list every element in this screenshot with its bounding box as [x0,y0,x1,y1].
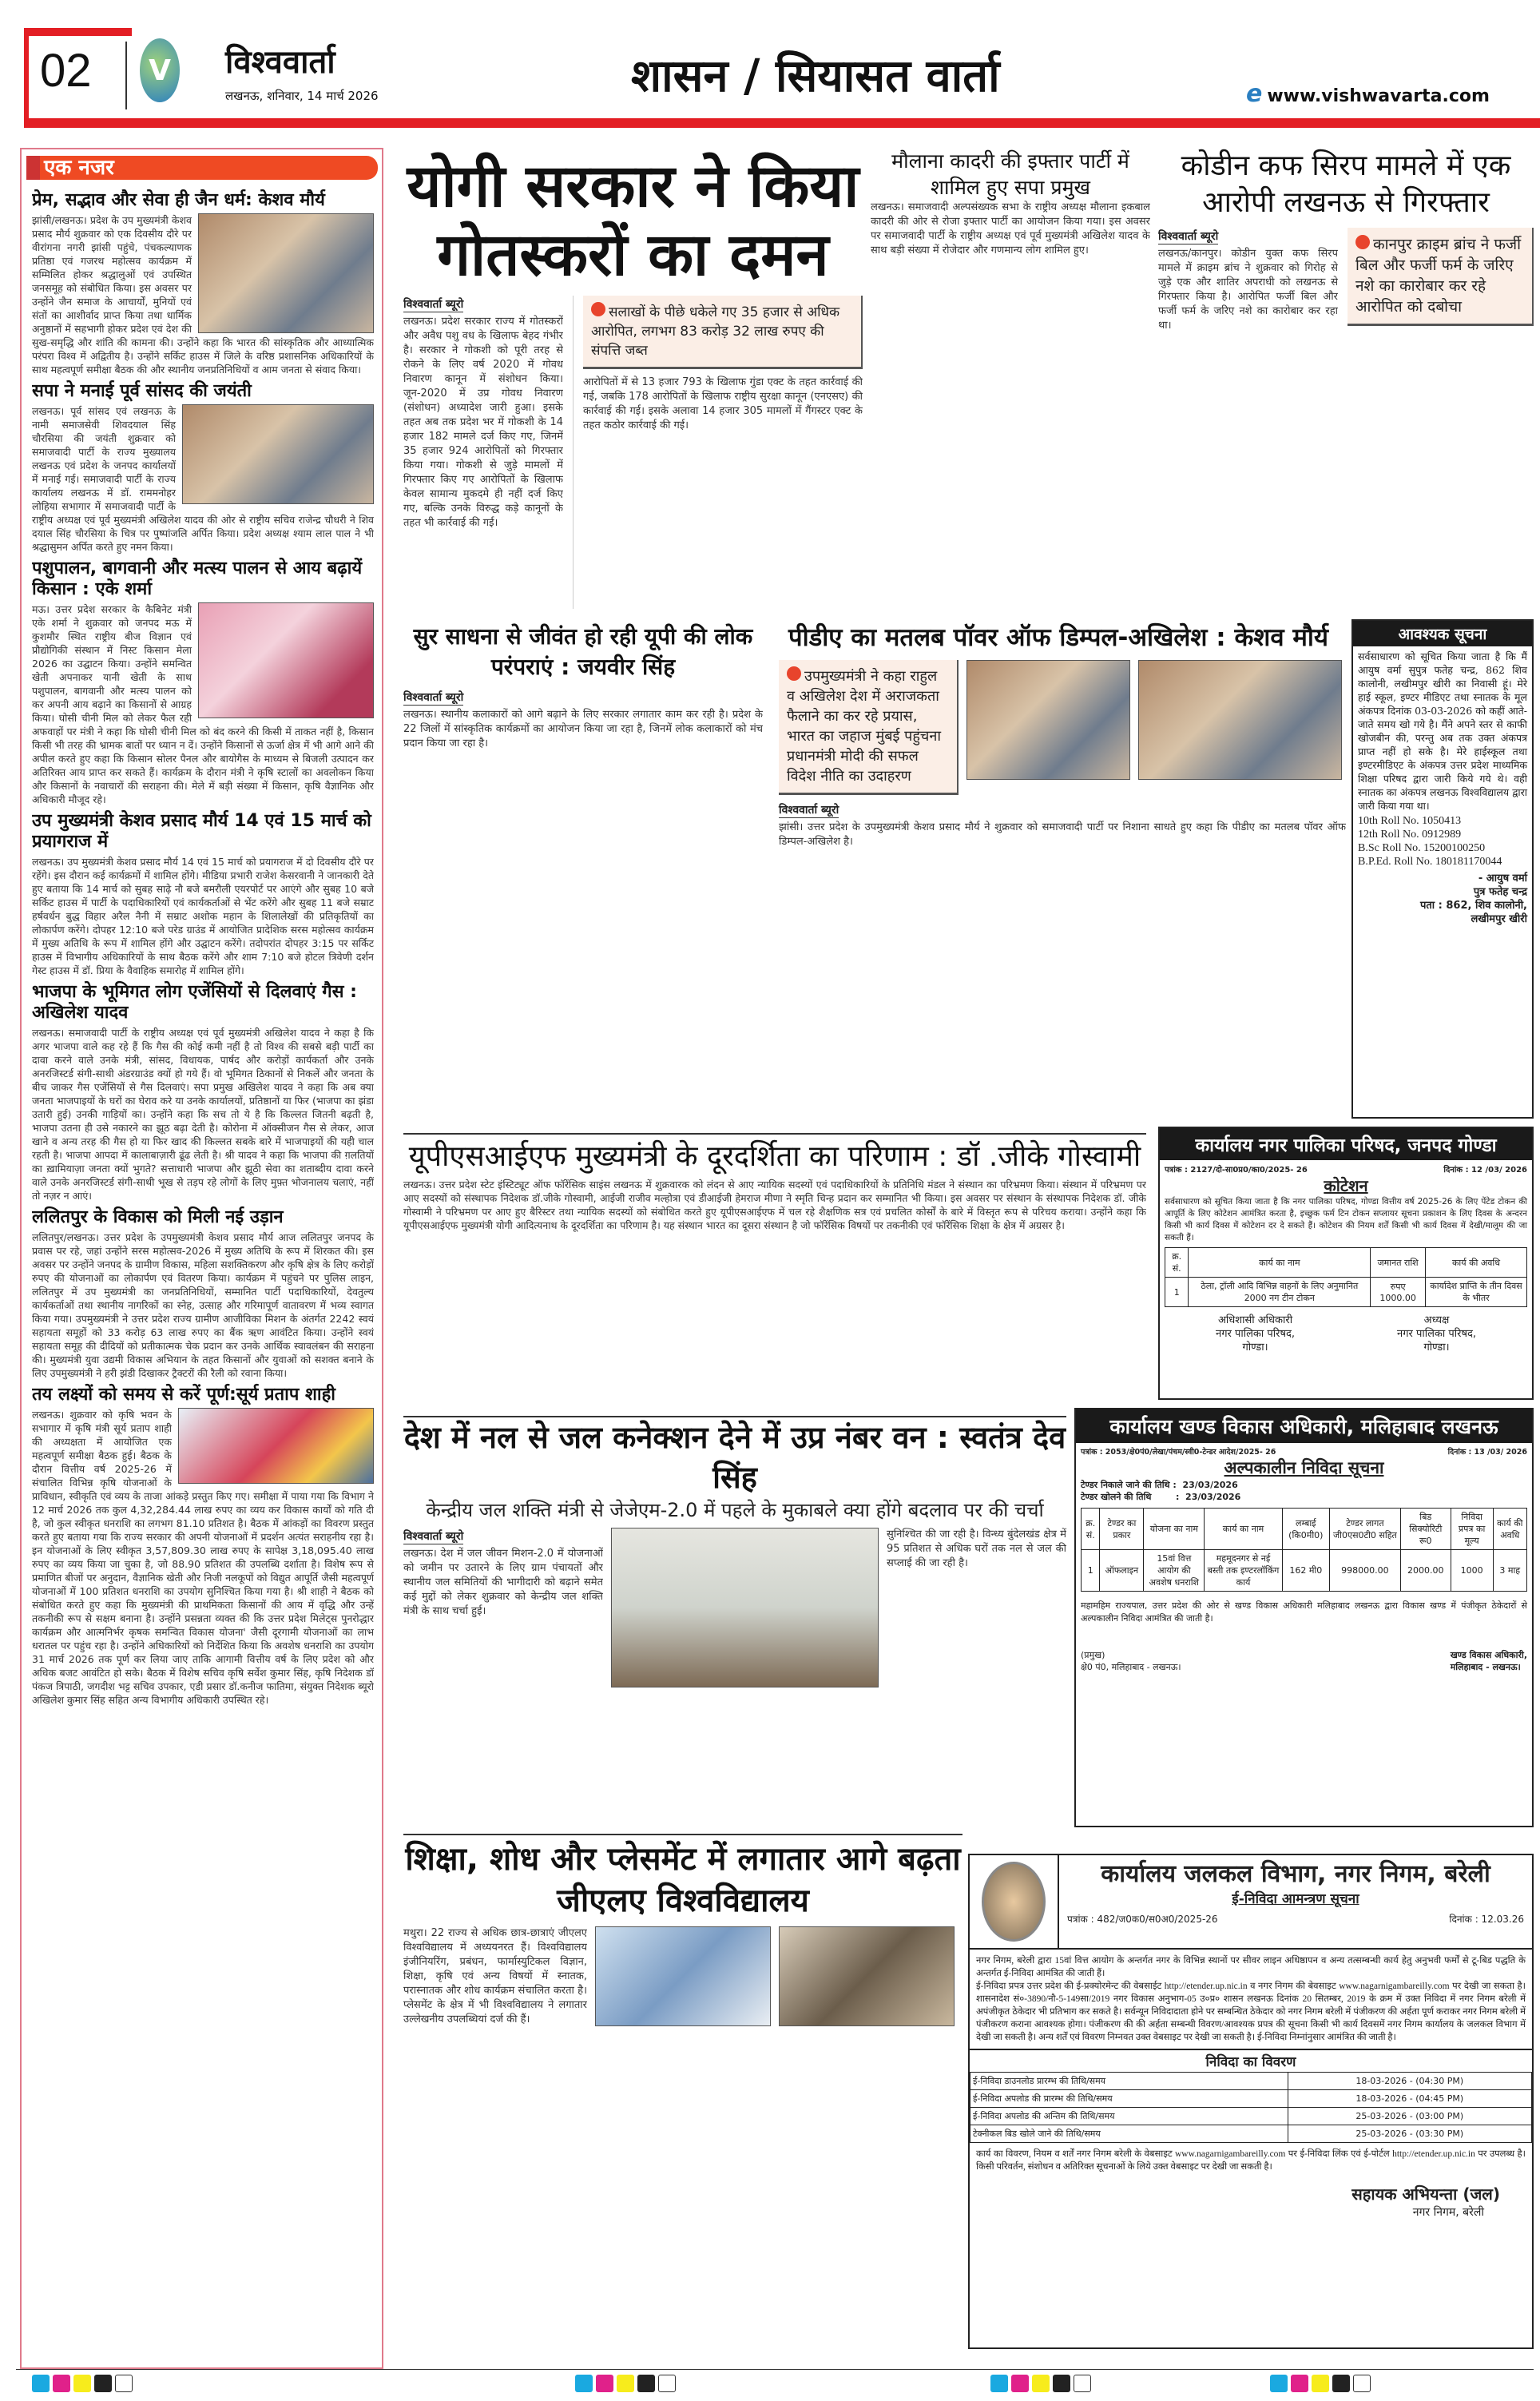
lead-article-col1 [403,296,563,609]
ad-body: महामहिम राज्यपाल, उत्तर प्रदेश की ओर से खण्ड विकास अधिकारी मलिहाबाद लखनऊ द्वारा विकास खण्ड में पंजीकृत ठेकेदारों से अल्पकालीन निविदा आमंत्रित की जाती है। [1081,1600,1527,1624]
page-number: 02 [40,45,92,97]
cell: 15वां वित्त आयोग की अवशेष धनराशि [1144,1550,1205,1592]
brief-body: लखनऊ। उप मुख्यमंत्री केशव प्रसाद मौर्य 14 एवं 15 मार्च को प्रयागराज में दो दिवसीय दौरे पर रहेंगे। इस दौरान कई कार्यक्रमों में शामिल होंगे। मीडिया प्रभारी राजेश केसरवानी ने जानकारी देते हुए बताया कि 14 मार्च को सुबह साढ़े नौ बजे बमरौली एयरपोर्ट पर आएंगे और सुबह 10 बजे सर्किट हाउस में पार्टी के पदाधिकारियों एवं कार्यकर्ताओं से भेंट करेंगे और सुबह 11 बजे सम्राट हर्षवर्धन बुद्ध विहार अरैल नैनी में सम्राट अशोक महान के शिलालेखों की प्रतिकृतियों का लोकार्पण करेंगे। दोपहर 12:10 बजे परेड ग्राउंड में आयोजित प्रादेशिक सरस महोत्सव कार्यक्रम में मुख्य अतिथि के रूप में शामिल होंगे और उद्घाटन करेंगे। तदोपरांत दोपहर 3:15 पर सर्किट हाउस में विभागीय अधिकारियों के साथ बैठक करेंगे और शाम 7:10 बजे होटल त्रिवेणी दर्शन गेस्ट हाउस में डॉ. प्रिया के वैवाहिक समारोह में शामिल होंगे। [32,856,374,976]
lead-article-col2 [583,296,863,609]
article-body: लखनऊ। प्रदेश सरकार राज्य में गोतस्करों और अवैध पशु वध के खिलाफ बेहद गंभीर है। सरकार ने गोकशी को पूरी तरह से रोकने के लिए वर्ष 2020 में गोवध निवारण कानून में संशोधन किया। जून-2020 में उप्र गोवध निवारण (संशोधन) अध्यादेश जारी हुआ। इसके तहत अब तक प्रदेश भर में गोकशी के 14 हजार 182 मामले दर्ज किए गए, जिनमें 35 हजार 924 आरोपितों को गिरफ्तार किया गया। गोकशी से जुड़े मामलों में गिरफ्तार किए गए आरोपितों के खिलाफ केवल सामान्य मुकदमे ही नहीं दर्ज किए गए, बल्कि उनके विरुद्ध कड़े कानूनों के तहत भी कार्रवाई की गई। [403,316,563,529]
upsifs-article [403,1133,1146,1406]
cell: ई-निविदा डाउनलोड प्रारम्भ की तिथि/समय [970,2073,1288,2090]
gonda-quotation-ad [1158,1127,1534,1400]
headline: शिक्षा, शोध और प्लेसमेंट में लगातार आगे बढ़ता जीएलए विश्वविद्यालय [405,1841,961,1919]
th: कार्य का नाम [1189,1248,1371,1278]
brand-name: विश्ववार्ता [225,44,335,81]
sign-line: अध्यक्ष [1423,1314,1450,1326]
brief-headline: भाजपा के भूमिगत लोग एजेंसियों से दिलवाएं गैस : अखिलेश यादव [32,982,357,1023]
article-body: लखनऊ। समाजवादी अल्पसंख्यक सभा के राष्ट्रीय अध्यक्ष मौलाना इकबाल कादरी की ओर से रोजा इफ्तार पार्टी का आयोजन किया गया। इस अवसर पर समाजवादी पार्टी के राष्ट्रीय अध्यक्ष एवं पूर्व मुख्यमंत्री अखिलेश यादव के साथ बड़ी संख्या में रोजेदार और गणमान्य लोग शामिल हुए। [871,201,1150,256]
malihabad-tender-ad [1074,1408,1534,1827]
brief-body: लखनऊ। पूर्व सांसद एवं लखनऊ के नामी समाजसेवी शिवदयाल सिंह चौरसिया की जयंती शुक्रवार को समाजवादी पार्टी के राज्य मुख्यालय लखनऊ एवं प्रदेश के जनपद कार्यालयों में मनाई गई। समाजवादी पार्टी के राज्य कार्यालय लखनऊ में डॉ. राममनोहर लोहिया सभागार में समाजवादी पार्टी के राष्ट्रीय अध्यक्ष एवं पूर्व मुख्यमंत्री अखिलेश यादव की ओर से राष्ट्रीय सचिव राजेन्द्र चौधरी ने शिव दयाल सिंह चौरसिया के चित्र पर पुष्पांजलि अर्पित किया। प्रदेश अध्यक्ष श्याम लाल पाल ने भी श्रद्धासुमन अर्पित करते हुए नमन किया। [32,405,374,553]
th: योजना का नाम [1144,1509,1205,1550]
headline: कोडीन कफ सिरप मामले में एक आरोपी लखनऊ से गिरफ्तार [1181,149,1511,219]
article-body: आरोपितों में से 13 हजार 793 के खिलाफ गुंडा एक्ट के तहत कार्रवाई की गई, जबकि 178 आरोपितों के खिलाफ राष्ट्रीय सुरक्षा कानून (एनएसए) की कार्रवाई की गई। इसके अलावा 14 हजार 305 मामलों में गैंगस्टर एक्ट के तहत कठोर कार्रवाई की गई। [583,376,863,431]
brief-headline: ललितपुर के विकास को मिली नई उड़ान [32,1207,284,1227]
print-color-marks [32,2375,133,2394]
article-body: मथुरा। 22 राज्य से अधिक छात्र-छात्राएं जीएलए विश्वविद्यालय में अध्ययनरत हैं। विश्वविद्यालय इंजीनियरिंग, प्रबंधन, फार्मास्युटिकल विज्ञान, शिक्षा, कृषि एवं अन्य विषयों में स्नातक, परास्नातक और शोध कार्यक्रम संचालित करता है। प्लेसमेंट के क्षेत्र में भी विश्वविद्यालय ने लगातार उल्लेखनीय उपलब्धियां दर्ज की हैं। [403,1927,587,2025]
ad-title: कार्यालय खण्ड विकास अधिकारी, मलिहाबाद लखनऊ [1076,1409,1532,1443]
cell: 25-03-2026 - (03:30 PM) [1288,2125,1532,2143]
sign-line: गोण्डा। [1242,1342,1268,1354]
ref-number: पत्रांक : 2053/क्षे0पं0/लेखा/पंचम/स्वी0-टेन्डर आदेश/2025- 26 [1081,1448,1276,1457]
article-body: लखनऊ/कानपुर। कोडीन युक्त कफ सिरप मामले में क्राइम ब्रांच ने शुक्रवार को गिरोह से जुड़े एक और शातिर अपराधी को लखनऊ से गिरफ्तार किया है। आरोपित फर्जी बिल और फर्जी फर्म के जरिए नशे का कारोबार कर रहा था। [1158,248,1338,332]
cell: 3 माह [1493,1550,1526,1592]
brief-headline: प्रेम, सद्भाव और सेवा ही जैन धर्म: केशव मौर्य [32,190,325,210]
bullet-icon [1355,235,1370,249]
byline: विश्ववार्ता ब्यूरो [779,804,839,817]
table-row [970,2108,1532,2125]
table-row [970,2090,1532,2108]
ad-para: ई-निविदा प्रपत्र उत्तर प्रदेश की ई-प्रक्योरमेन्ट की वेबसाईट http://etender.up.nic.in व नगर निगम की बेवसाइट www.nagarnigambareilly.com पर देखी जा सकता है। शासनादेश सं०-3890/नौ-5-149सा/2019 नगर विकास अनुभाग-05 उ०प्र० शासन लखनऊ दिनांक 20 सितम्बर, 2019 के क्रम में उक्त निविदा में नगर निगम बरेली में अपंजीकृत ठेकेदार भी प्रतिभाग कर सकते है। सर्वन्यून निविदादाता होने पर सम्बन्धित ठेकेदार को नगर निगम बरेली में पंजीकरण की अर्हता पूर्ण कराकर नगर निगम बरेली में पंजीकरण कराना आवश्यक होगा। पंजीकरण की की अर्हता सम्बन्धी विवरण/आवश्यक प्रपत्र की सूचना किसी भी कार्य दिवसमें नगर निगम कार्यालय के जलकल विभाग में देखी जा सकती है। अन्य शर्तें एवं विवरण निम्नवत उक्त वेबसाइट पर देखी जा सकती है। ई-निविदा निम्नांनुसार आमंत्रित की जाती है। [976,1982,1526,2042]
print-color-marks [575,2375,676,2394]
brief-body: झांसी/लखनऊ। प्रदेश के उप मुख्यमंत्री केशव प्रसाद मौर्य शुक्रवार को एक दिवसीय दौरे पर वीरांगना नगरी झांसी पहुंचे, पंचकल्याणक प्रतिष्ठा एवं गजरथ महोत्सव कार्यक्रम में सम्मिलित होकर श्रद्धालुओं एवं उपस्थित जनसमूह को संबोधित किया। इस अवसर पर उन्होंने जैन समाज के आचार्यों, मुनियों एवं संतों का आशीर्वाद प्राप्त किया तथा धार्मिक अनुष्ठानों में सहभागी होकर प्रदेश एवं देश की सुख-समृद्धि और शांति की कामना की। उन्होंने कहा कि भारत की सांस्कृतिक और आध्यात्मिक परंपरा विश्व में अद्वितीय है। उन्होंने सर्किट हाउस में जिले के वरिष्ठ प्रशासनिक अधिकारियों के साथ महत्वपूर्ण समीक्षा बैठक की और स्थानीय जनप्रतिनिधियों व आम जनता से संवाद किया। [32,214,374,376]
website-link[interactable] [1246,80,1490,108]
article-body: लखनऊ। देश में जल जीवन मिशन-2.0 में योजनाओं को जमीन पर उतारने के लिए ग्राम पंचायतों और स्थानीय जल समितियों की भागीदारी को बढ़ाने समेत कई मुद्दों को लेकर शुक्रवार को केन्द्रीय जल शक्ति मंत्री के साथ चर्चा हुई। [403,1548,603,1617]
globe-logo-icon: V [140,38,180,102]
section-title: शासन / सियासत वार्ता [631,50,1000,102]
cell: कार्यादेश प्राप्ति के तीन दिवस के भीतर [1425,1278,1526,1307]
lead-article [403,152,863,609]
cell: 25-03-2026 - (03:00 PM) [1288,2108,1532,2125]
ref-number: पत्रांक : 2127/दो-सा0प्र0/का0/2025- 26 [1165,1166,1308,1175]
ad-ref-row [1165,1163,1527,1175]
jal-article [403,1416,1066,1825]
cell: ई-निविदा अपलोड की प्रारम्भ की तिथि/समय [970,2090,1288,2108]
byline: विश्ववार्ता ब्यूरो [403,691,464,704]
cell: 162 मी0 [1282,1550,1329,1592]
quotation-table [1165,1247,1527,1307]
byline: विश्ववार्ता ब्यूरो [1158,230,1219,243]
sign-line: नगर पालिका परिषद, [1396,1328,1477,1340]
ad-ref-row [1081,1446,1527,1457]
ad-signatures [1081,1649,1527,1673]
brief-article [32,1207,374,1380]
print-color-marks [990,2375,1091,2394]
th: कार्य की अवधि [1425,1248,1526,1278]
cell: 18-03-2026 - (04:45 PM) [1288,2090,1532,2108]
ek-nazar-label: एक नजर [26,156,378,180]
shiksha-article [403,1834,963,2365]
photo [1138,660,1342,780]
date-line: टेण्डर खोलने की तिथि : 23/03/2026 [1081,1492,1241,1502]
cell: टेक्नीकल बिड खोले जाने की तिथि/समय [970,2125,1288,2143]
tender-table [1081,1508,1527,1592]
brief-article [32,1385,374,1707]
sign-line: (प्रमुख) [1081,1650,1105,1660]
bullet-icon [591,302,605,316]
article-body: लखनऊ। स्थानीय कलाकारों को आगे बढ़ाने के लिए सरकार लगातार काम कर रही है। प्रदेश के 22 जिलों में सांस्कृतिक कार्यक्रमों का आयोजन किया जा रहा है, जिनमें लोक कलाकारों को मंच प्रदान किया जा रहा है। [403,709,763,749]
cell: 1000 [1451,1550,1493,1592]
photo [595,1926,771,2026]
brief-body: लखनऊ। शुक्रवार को कृषि भवन के सभागार में कृषि मंत्री सूर्य प्रताप शाही की अध्यक्षता में आयोजित एक महत्वपूर्ण समीक्षा बैठक हुई। बैठक के दौरान वित्तीय वर्ष 2025-26 में संचालित विभिन्न कृषि योजनाओं के प्राविधान, स्वीकृति एवं व्यय के ताजा आंकड़े प्रस्तुत किए गए। समीक्षा में पाया गया कि विभाग ने 12 मार्च 2026 तक कुल 4,32,284.44 लाख रुपए का व्यय कर विकास कार्यों को गति दी है, जो कुल स्वीकृत धनराशि का लगभग 81.10 प्रतिशत है। बैठक में आंकड़ों का विवरण प्रस्तुत करते हुए बताया गया कि राज्य सरकार की अपनी योजनाओं में प्रदर्शन अत्यंत सराहनीय रहा है। इन योजनाओं के लिए स्वीकृत 3,57,809.30 लाख रुपए के सापेक्ष 3,18,095.40 लाख रुपए का व्यय किया जा चुका है, जो 88.90 प्रतिशत की उपलब्धि दर्शाता है। विशेष रूप से प्रमाणित बीजों पर अनुदान, वैज्ञानिक खेती और निजी नलकूपों को विद्युत आपूर्ति जैसी महत्वपूर्ण योजनाओं में 100 प्रतिशत धनराशि का उपयोग सुनिश्चित किया गया है। श्री शाही ने बैठक को संबोधित करते हुए कहा कि मुख्यमंत्री की प्राथमिकता किसानों की आय में वृद्धि और उन्हें तकनीकी रूप से सक्षम बनाना है। उन्होंने प्रसन्नता व्यक्त की कि उत्तर प्रदेश मिलेट्स पुनरोद्धार कार्यक्रम और आत्मनिर्भर कृषक समन्वित विकास योजना' जैसी दूरगामी योजनाओं का लाभ धरातल पर पहुंच रहा है। उन्होंने अधिकारियों को निर्देशित किया कि अवशेष धनराशि का उपयोग 31 मार्च 2026 तक पूर्ण कर लिया जाए ताकि आगामी वित्तीय वर्ष के लिए प्रदेश को और अधिक बजट आवंटित हो सके। बैठक में विशेष सचिव कृषि सर्वेश कुमार सिंह, कृषि निदेशक डॉ पंकज त्रिपाठी, जगदीश भट्ट सचिव उपकार, एडी प्रसार डॉ.कनीज फातिमा, संयुक्त निदेशक ब्यूरो अखिलेश कुमार सिंह सहित अन्य विभागीय अधिकारी उपस्थित रहे। [32,1409,374,1706]
th: निविदा प्रपत्र का मूल्य [1451,1509,1493,1550]
ref-number: पत्रांक : 482/ज0क0/स0अ0/2025-26 [1067,1914,1218,1925]
ad-signature [970,2183,1532,2220]
kodeen-col1 [1158,228,1338,611]
photo [779,1926,955,2026]
header-rule [24,28,132,36]
bareilly-etender-ad [968,1854,1534,2349]
jal-col1 [403,1528,603,1825]
header-rule [24,28,29,128]
headline: मौलाना कादरी की इफ्तार पार्टी में शामिल हुए सपा प्रमुख [891,149,1129,199]
ek-nazar-list [32,185,374,2359]
headline: यूपीएसआईएफ मुख्यमंत्री के दूरदर्शिता का परिणाम : डॉ .जीके गोस्वामी [408,1140,1141,1173]
sign-line: पता : 862, शिव कालोनी, [1419,900,1527,912]
notice-body: सर्वसाधारण को सूचित किया जाता है कि मैं आयुष वर्मा सुपुत्र फतेह चन्द्र, 862 शिव कालोनी, लखीमपुर खीरी का निवासी हूं। मेरे हाई स्कूल, इण्टर मीडिएट तथा स्नातक के मूल अंकपत्र दिनांक 03-03-2026 को कहीं आते-जाते समय खो गये है। मैंने अपने स्तर से काफी खोजबीन की, परन्तु अब तक उक्त अंकपत्र प्राप्त नहीं हो सके है। मेरे हाईस्कूल तथा इण्टरमीडिएट के अंकपत्र उत्तर प्रदेश माध्यमिक शिक्षा परिषद द्वारा जारी किये गये थे। वही स्नातक का अंकपत्र लखनऊ विश्वविद्यालय द्वारा जारी किया गया था। [1358,650,1527,812]
photo [966,660,1130,780]
table-row [1082,1550,1527,1592]
sign-line: गोण्डा। [1423,1342,1450,1354]
th: टेण्डर लागत जी0एस0टी0 सहित [1330,1509,1401,1550]
pull-quote: कानपुर क्राइम ब्रांच ने फर्जी बिल और फर्जी फर्म के जरिए नशे का कारोबार कर रहे आरोपित को दबोचा [1348,228,1534,326]
brief-body: लखनऊ। समाजवादी पार्टी के राष्ट्रीय अध्यक्ष एवं पूर्व मुख्यमंत्री अखिलेश यादव ने कहा है कि अगर भाजपा वाले कह रहे हैं कि गैस की कोई कमी नहीं है तो विश्व की सबसे बड़ी पार्टी का दावा करने वाले उनके मंत्री, सांसद, विधायक, पार्षद और करोड़ों कार्यकर्ता और उनके अनरजिस्टर्ड संगी-साथी अंडरग्राउंड क्यों हो गये हैं। वो भूमिगत ठिकानों से निकलें और जनता के बीच जाकर गैस एजेंसियों से गैस दिलवाएं। सपा प्रमुख अखिलेश यादव ने कहा कि अब क्या जनता भाजपाइयों के घरों का घेराव करे या उनके कार्यालयों, प्रतिष्ठानों या फिर (भाजपा का झंडा उतारी हुई) उनकी गाड़ियों का। उन्होंने कहा कि सच तो ये है कि किल्लत जितनी बढ़ती है, भाजपा उतना ही उसे नकारने का झूठ बढ़ा देती है। कोरोना में ऑक्सीजन गैस से लेकर, आज खाने व अन्य तरह की गैस हो या फिर खाद की किल्लत सबके बारे में भाजपाइयों की यही चाल रहती है। भाजपा आपदा में कालाबाज़ारी ढूंढ लेती है। श्री यादव ने कहा कि भाजपा की ग़लतियों का ख़ामियाज़ा जनता क्यों भुगते? सत्ताधारी भाजपा और झूठी सेवा का शताब्दीय दावा करने वाले उनके अनरजिस्टर्ड संगी-साथी भूख से तड़प रहे लोगों के लिए मुफ़्त भोजनालय चलाएं, नहीं तो नज़र न आएं। [32,1027,374,1202]
divider [573,296,574,609]
ad-heading: अल्पकालीन निविदा सूचना [1224,1458,1384,1477]
brief-article [32,982,374,1202]
sign-line: लखीमपुर खीरी [1471,913,1527,925]
table-row [970,2125,1532,2143]
ad-body: सर्वसाधारण को सूचित किया जाता है कि नगर पालिका परिषद, गोण्डा वित्तीय वर्ष 2025-26 के लिए पेंटेड टोकन की आपूर्ति के लिए कोटेशन आमंत्रित करता है, इच्छुक फर्म टिन टोकन सप्लायर सूचना प्रकाशन के लिए दिवस के अन्दरन किसी भी कार्य दिवस में कोटेशन दर दे सकते हैं। कोटेशन की नियम शर्तें किसी भी कार्य दिवस में देखी/मालूम की जा सकती हैं। [1165,1197,1527,1242]
th: क्र. सं. [1165,1248,1189,1278]
byline: विश्ववार्ता ब्यूरो [403,1530,464,1543]
cell: 998000.00 [1330,1550,1401,1592]
header-bar [24,118,1540,128]
meeting-photo [611,1528,879,1687]
pull-quote: सलाखों के पीछे धकेले गए 35 हजार से अधिक आरोपित, लगभग 83 करोड़ 32 लाख रुपए की संपत्ति जब्त [583,296,863,369]
roll-numbers [1358,814,1527,869]
sign-line: खण्ड विकास अधिकारी, [1450,1650,1527,1660]
table-row [1165,1278,1527,1307]
th: बिड सिक्योरिटी रू0 [1400,1509,1451,1550]
th: टेण्डर का प्रकार [1100,1509,1144,1550]
date-line: टेण्डर निकाले जाने की तिथि : 23/03/2026 [1081,1480,1238,1490]
th: जमानत राशि [1371,1248,1426,1278]
photo [178,1408,374,1484]
ad-para: नगर निगम, बरेली द्वारा 15वां वित्त आयोग के अन्तर्गत नगर के विभिन्न स्थानों पर सीवर लाइन अधिष्ठापन व अन्य तत्सम्बन्धी कार्य हेतु अनुभवी फर्मों से टू-बिड पद्धति के अन्तर्गत ई-निविदा आमंत्रित की जाती हैं। [976,1956,1526,1978]
dateline: लखनऊ, शनिवार, 14 मार्च 2026 [225,89,379,103]
divider [125,42,127,109]
sign-line: क्षे0 पं0, मलिहाबाद - लखनऊ। [1081,1662,1181,1672]
headline: पीडीए का मतलब पॉवर ऑफ डिम्पल-अखिलेश : केशव मौर्य [788,623,1328,652]
th: लम्बाई (कि0मी0) [1282,1509,1329,1550]
footer-rule [16,2369,1534,2370]
ad-signatures [1165,1314,1527,1354]
cell: 1 [1082,1550,1100,1592]
print-color-marks [1270,2375,1371,2394]
ad-subtitle: ई-निविदा आमन्त्रण सूचना [1232,1891,1359,1907]
emblem-icon [982,1862,1046,1942]
tender-schedule-table [970,2072,1532,2143]
table-row [970,2073,1532,2090]
kodeen-article [1158,148,1534,611]
nagar-nigam-seal [970,1855,1059,1948]
cell: ई-निविदा अपलोड की अन्तिम की तिथि/समय [970,2108,1288,2125]
ad-title: कार्यालय नगर पालिका परिषद, जनपद गोण्डा [1160,1128,1532,1160]
article-body: झांसी। उत्तर प्रदेश के उपमुख्यमंत्री केशव प्रसाद मौर्य ने शुक्रवार को समाजवादी पार्टी पर निशाना साधते हुए कहा कि पीडीए का मतलब पॉवर ऑफ डिम्पल-अखिलेश है। [779,821,1346,848]
roll-number: 12th Roll No. 0912989 [1358,829,1462,841]
ad-date: दिनांक : 12.03.26 [1449,1914,1524,1925]
sur-article [403,622,763,1123]
sign-line: नगर निगम, बरेली [1412,2206,1484,2219]
cell: 1 [1165,1278,1189,1307]
cell: ऑफलाइन [1100,1550,1144,1592]
cell: ठेला, ट्रॉली आदि विभिन्न वाहनों के लिए अनुमानित 2000 नग टीन टोकन [1189,1278,1371,1307]
headline: देश में नल से जल कनेक्शन देने में उप्र नंबर वन : स्वतंत्र देव सिंह [403,1420,1066,1495]
ad-heading: कोटेशन [1324,1176,1368,1195]
th: कार्य का नाम [1205,1509,1282,1550]
brief-article [32,559,374,806]
byline: विश्ववार्ता ब्यूरो [403,298,464,311]
maulana-article [871,148,1150,607]
roll-number: 10th Roll No. 1050413 [1358,815,1462,827]
brief-article [32,190,374,376]
notice-title: आवश्यक सूचना [1353,621,1532,646]
brief-article [32,811,374,977]
brief-headline: तय लक्ष्यों को समय से करें पूर्ण:सूर्य प्रताप शाही [32,1385,336,1405]
notice-signature [1358,872,1527,926]
roll-number: B.Sc Roll No. 15200100250 [1358,842,1486,854]
ad-date: दिनांक : 12 /03/ 2026 [1443,1166,1527,1175]
cell: रुपए 1000.00 [1371,1278,1426,1307]
pull-quote: उपमुख्यमंत्री ने कहा राहुल व अखिलेश देश में अराजकता फैलाने का कर रहे प्रयास, भारत का जहाज मुंबई पहुंचना प्रधानमंत्री मोदी की सफल विदेश नीति का उदाहरण [779,660,959,795]
sign-line: नगर पालिका परिषद, [1215,1328,1296,1340]
brief-headline: पशुपालन, बागवानी और मत्स्य पालन से आय बढ़ायें किसान : एके शर्मा [32,559,363,599]
cell: 2000.00 [1400,1550,1451,1592]
roll-number: B.P.Ed. Roll No. 180181170044 [1358,856,1502,868]
sign-line: मलिहाबाद - लखनऊ। [1450,1662,1521,1672]
photo [198,602,374,718]
th: क्र. सं. [1082,1509,1100,1550]
browser-e-icon: e [1246,80,1263,108]
brief-body: मऊ। उत्तर प्रदेश सरकार के कैबिनेट मंत्री एके शर्मा ने शुक्रवार को जनपद मऊ में कुशमौर स्थित राष्ट्रीय बीज विज्ञान एवं प्रौद्योगिकी संस्थान में निस्ट किसान मेला 2026 का उद्घाटन किया। उन्होंने समन्वित खेती अपनाकर यानी खेती के साथ पशुपालन, बागवानी और मत्स्य पालन को कर अपनी आय बढ़ाने का किसानों से आग्रह किया। घोसी चीनी मिल को लेकर फैल रही अफवाहों पर मंत्री ने कहा कि घोसी चीनी मिल को बंद करने की किसी में ताकत नहीं है, किसान किसी भी तरह की भ्रामक बातों पर ध्यान न दें। उन्होंने किसानों से ऊर्जा क्षेत्र में भी आगे आने की अपील करते हुए कहा कि किसान सोलर पैनल और बायोगैस के माध्यम से बिजली उत्पादन कर अतिरिक्त आय प्राप्त कर सकते हैं। कार्यक्रम के दौरान मंत्री ने कृषि स्टालों का अवलोकन किया और किसानों के नवाचारों की सराहना की। मेले में बड़ी संख्या में किसान, कृषि वैज्ञानिक और अधिकारी मौजूद रहे। [32,603,374,805]
photo [198,213,374,333]
lost-marksheet-notice [1351,619,1534,1119]
subheadline: केन्द्रीय जल शक्ति मंत्री से जेजेएम-2.0 में पहले के मुकाबले क्या होंगे बदलाव पर की चर्चा [426,1499,1044,1521]
brief-article [32,381,374,554]
website-text: www.vishwavarta.com [1267,86,1490,106]
sign-line: अधिशासी अधिकारी [1217,1314,1293,1326]
article-body: लखनऊ। उत्तर प्रदेश स्टेट इंस्टिट्यूट ऑफ फॉरेंसिक साइंस लखनऊ में शुक्रवारक को लंदन से आए न्यायिक सदस्यों एवं पदाधिकारियों के प्रतिनिधि मंडल ने संस्थान का परिभ्रमण किया। संस्थान में परिभ्रमण पर आए सदस्यों को संस्थापक निदेशक डॉ.जीके गोस्वामी, आईजी राजीव मल्होत्रा एवं डीआईजी हेमराज मीणा ने स्मृति चिन्ह प्रदान कर सम्मानित भी किया। इस अवसर पर संस्थान के संस्थापक निदेशक डॉ. जीके गोस्वामी ने परिभ्रमण पर आए हुए बैरिस्टर तथा न्यायिक सदस्यों को संबोधित करते हुए यूपीएसआईएफ में चल रहे शैक्षणिक सत्र एवं प्रचलित कोर्सों के बारे में विस्तृत रूप से परिचय कराया। उन्होंने कहा कि यूपीएसआईएफ मुख्यमंत्री योगी आदित्यनाथ के दूरदर्शिता का परिणाम है। यह संस्थान भारत का दूसरा संस्थान है जो फॉरेंसिक विषयों पर तकनीकी एवं फॉरेंसिक शिक्षा के क्षेत्र में अग्रसर है। [403,1179,1146,1231]
table-title: निविदा का विवरण [970,2049,1532,2072]
sign-line: सहायक अभियन्ता (जल) [1351,2184,1500,2204]
cell: महमूदनगर से नई बस्ती तक इण्टरलॉकिंग कार्य [1205,1550,1282,1592]
tender-dates [1081,1479,1527,1503]
lead-headline: योगी सरकार ने किया गोतस्करों का दमन [407,152,859,289]
article-body: सुनिश्चित की जा रही है। विन्ध्य बुंदेलखंड क्षेत्र में 95 प्रतिशत से अधिक घरों तक नल से जल की सप्लाई की जा रही है। [887,1528,1066,1569]
photo [182,404,374,504]
cell: 18-03-2026 - (04:30 PM) [1288,2073,1532,2090]
sign-line: पुत्र फतेह चन्द्र [1473,886,1527,898]
brief-headline: सपा ने मनाई पूर्व सांसद की जयंती [32,381,252,401]
headline: सुर साधना से जीवंत हो रही यूपी की लोक परंपराएं : जयवीर सिंह [413,623,753,680]
bullet-icon [787,666,801,681]
ad-para: कार्य का विवरण, नियम व शर्तें नगर निगम बरेली के वेबसाइट www.nagarnigambareilly.com पर ई-निविदा लिंक एवं ई-पोर्टल http://etender.up.nic.in पर उपलब्ध है। किसी परिवर्तन, संशोधन व अतिरिक्त सूचनाओं के लिये उक्त वेबसाइट पर देखी जा सकती है। [976,2149,1526,2172]
th: कार्य की अवधि [1493,1509,1526,1550]
ad-date: दिनांक : 13 /03/ 2026 [1447,1448,1527,1457]
ad-title: कार्यालय जलकल विभाग, नगर निगम, बरेली [1101,1860,1490,1888]
brief-body: ललितपुर/लखनऊ। उत्तर प्रदेश के उपमुख्यमंत्री केशव प्रसाद मौर्य आज ललितपुर जनपद के प्रवास पर रहे, जहां उन्होंने सरस महोत्सव-2026 में मुख्य अतिथि के रूप में शिरकत की। इस अवसर पर उन्होंने जनपद के ग्रामीण विकास, महिला सशक्तिकरण और कृषि क्षेत्र के लिए करोड़ों रुपए की योजनाओं का लोकार्पण एवं वितरण किया। कार्यक्रम में पहुंचने पर पुलिस लाइन, ललितपुर में उप मुख्यमंत्री का जनप्रतिनिधियों, सम्मानित पार्टी पदाधिकारियों, देवतुल्य कार्यकर्ताओं तथा स्थानीय नागरिकों का स्नेह, उत्साह और गरिमापूर्ण वातावरण में भव्य स्वागत किया गया। उपमुख्यमंत्री ने उत्तर प्रदेश राज्य ग्रामीण आजीविका मिशन के अंतर्गत 2242 स्वयं सहायता समूहों को 33 करोड़ 63 लाख रुपए का बैंक ऋण आवंटित किया। उन्होंने स्वयं सहायता समूह की दीदियों को प्रतीकात्मक चेक प्रदान कर उनके आर्थिक स्वावलंबन की सराहना की। मुख्यमंत्री युवा उद्यमी विकास अभियान के तहत किसानों और युवाओं को सशक्त बनाने के लिए उपमुख्यमंत्री ने हरी झंडी दिखाकर ट्रैक्टरों की रैली को रवाना किया। [32,1231,374,1379]
sign-line: - आयुष वर्मा [1478,873,1527,884]
brief-headline: उप मुख्यमंत्री केशव प्रसाद मौर्य 14 एवं 15 मार्च को प्रयागराज में [32,811,371,852]
pda-article [771,622,1346,1123]
